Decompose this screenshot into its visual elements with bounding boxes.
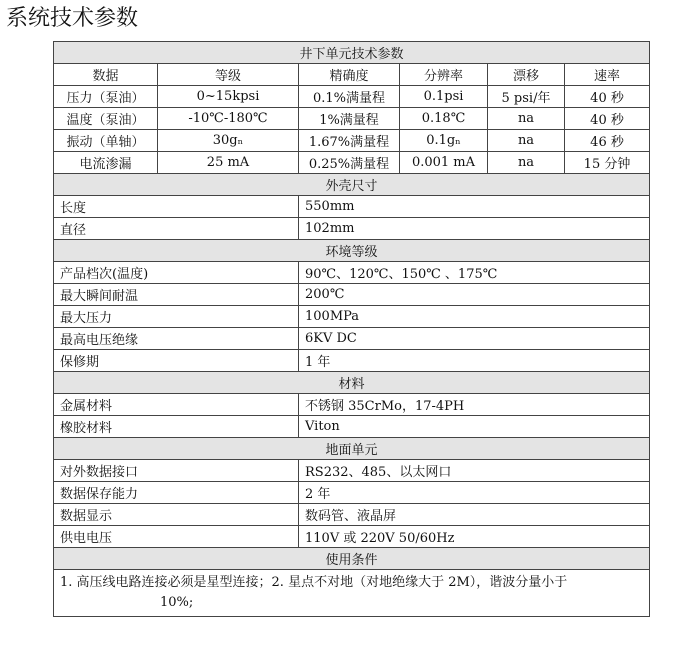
spec-label: 金属材料 [54,394,299,416]
spec-value: 不锈钢 35CrMo，17-4PH [299,394,650,416]
spec-row [54,306,650,328]
spec-row [54,262,650,284]
spec-label: 数据保存能力 [54,482,299,504]
spec-label: 供电电压 [54,526,299,548]
spec-row [54,416,650,438]
data-row [54,130,650,152]
data-cell: 电流渗漏 [54,152,158,174]
data-cell: 40 秒 [565,108,650,130]
data-cell: 振动（单轴） [54,130,158,152]
spec-label: 最高电压绝缘 [54,328,299,350]
data-cell: 温度（泵油） [54,108,158,130]
spec-label: 最大压力 [54,306,299,328]
column-header: 数据 [54,64,158,86]
section-title-housing: 外壳尺寸 [54,174,650,196]
spec-value: Viton [299,416,650,438]
data-cell: 0.25%满量程 [299,152,400,174]
data-cell: 15 分钟 [565,152,650,174]
spec-value: 90℃、120℃、150℃ 、175℃ [299,262,650,284]
tech-spec-table [53,41,650,617]
data-cell: 压力（泵油） [54,86,158,108]
spec-row [54,482,650,504]
spec-row [54,504,650,526]
data-cell: -10℃-180℃ [158,108,299,130]
data-cell: 25 mA [158,152,299,174]
data-cell: 5 psi/年 [488,86,565,108]
data-cell: 1%满量程 [299,108,400,130]
spec-value: 6KV DC [299,328,650,350]
spec-row [54,328,650,350]
spec-row [54,460,650,482]
section-title-environment: 环境等级 [54,240,650,262]
page-title: 系统技术参数 [6,6,139,31]
data-cell: 0.1%满量程 [299,86,400,108]
spec-value: 1 年 [299,350,650,372]
spec-label: 直径 [54,218,299,240]
data-row [54,152,650,174]
column-header: 漂移 [488,64,565,86]
spec-label: 对外数据接口 [54,460,299,482]
data-cell: 0.1gₙ [400,130,488,152]
spec-label: 产品档次(温度) [54,262,299,284]
spec-row [54,394,650,416]
spec-value: RS232、485、以太网口 [299,460,650,482]
section-title-material: 材料 [54,372,650,394]
spec-value: 2 年 [299,482,650,504]
section-title-conditions: 使用条件 [54,548,650,570]
section-header-row [54,548,650,570]
conditions-line-1: 1. 高压线电路连接必须是星型连接；2. 星点不对地（对地绝缘大于 2M），谐波分量小于 [60,575,568,590]
spec-value: 200℃ [299,284,650,306]
spec-row [54,284,650,306]
data-cell: 46 秒 [565,130,650,152]
data-cell: na [488,152,565,174]
spec-value: 110V 或 220V 50/60Hz [299,526,650,548]
spec-value: 100MPa [299,306,650,328]
data-cell: 0.18℃ [400,108,488,130]
section-header-row [54,438,650,460]
data-row [54,108,650,130]
data-row [54,86,650,108]
spec-row [54,350,650,372]
spec-label: 长度 [54,196,299,218]
data-cell: na [488,130,565,152]
column-header: 分辨率 [400,64,488,86]
data-cell: 40 秒 [565,86,650,108]
spec-value: 数码管、液晶屏 [299,504,650,526]
section-title-downhole: 井下单元技术参数 [54,42,650,64]
spec-value: 102mm [299,218,650,240]
section-header-row [54,240,650,262]
section-header-row [54,372,650,394]
section-header-row [54,174,650,196]
spec-row [54,526,650,548]
conditions-line-2: 10%; [160,595,194,610]
spec-label: 数据显示 [54,504,299,526]
data-cell: 0.1psi [400,86,488,108]
spec-value: 550mm [299,196,650,218]
spec-label: 橡胶材料 [54,416,299,438]
header-row [54,64,650,86]
column-header: 等级 [158,64,299,86]
data-cell: 0.001 mA [400,152,488,174]
conditions-row [54,570,650,617]
data-cell: 1.67%满量程 [299,130,400,152]
spec-label: 保修期 [54,350,299,372]
data-cell: 0~15kpsi [158,86,299,108]
data-cell: na [488,108,565,130]
section-title-surface: 地面单元 [54,438,650,460]
spec-label: 最大瞬间耐温 [54,284,299,306]
conditions-text [54,570,650,617]
section-header-row [54,42,650,64]
spec-row [54,218,650,240]
data-cell: 30gₙ [158,130,299,152]
column-header: 速率 [565,64,650,86]
column-header: 精确度 [299,64,400,86]
spec-row [54,196,650,218]
